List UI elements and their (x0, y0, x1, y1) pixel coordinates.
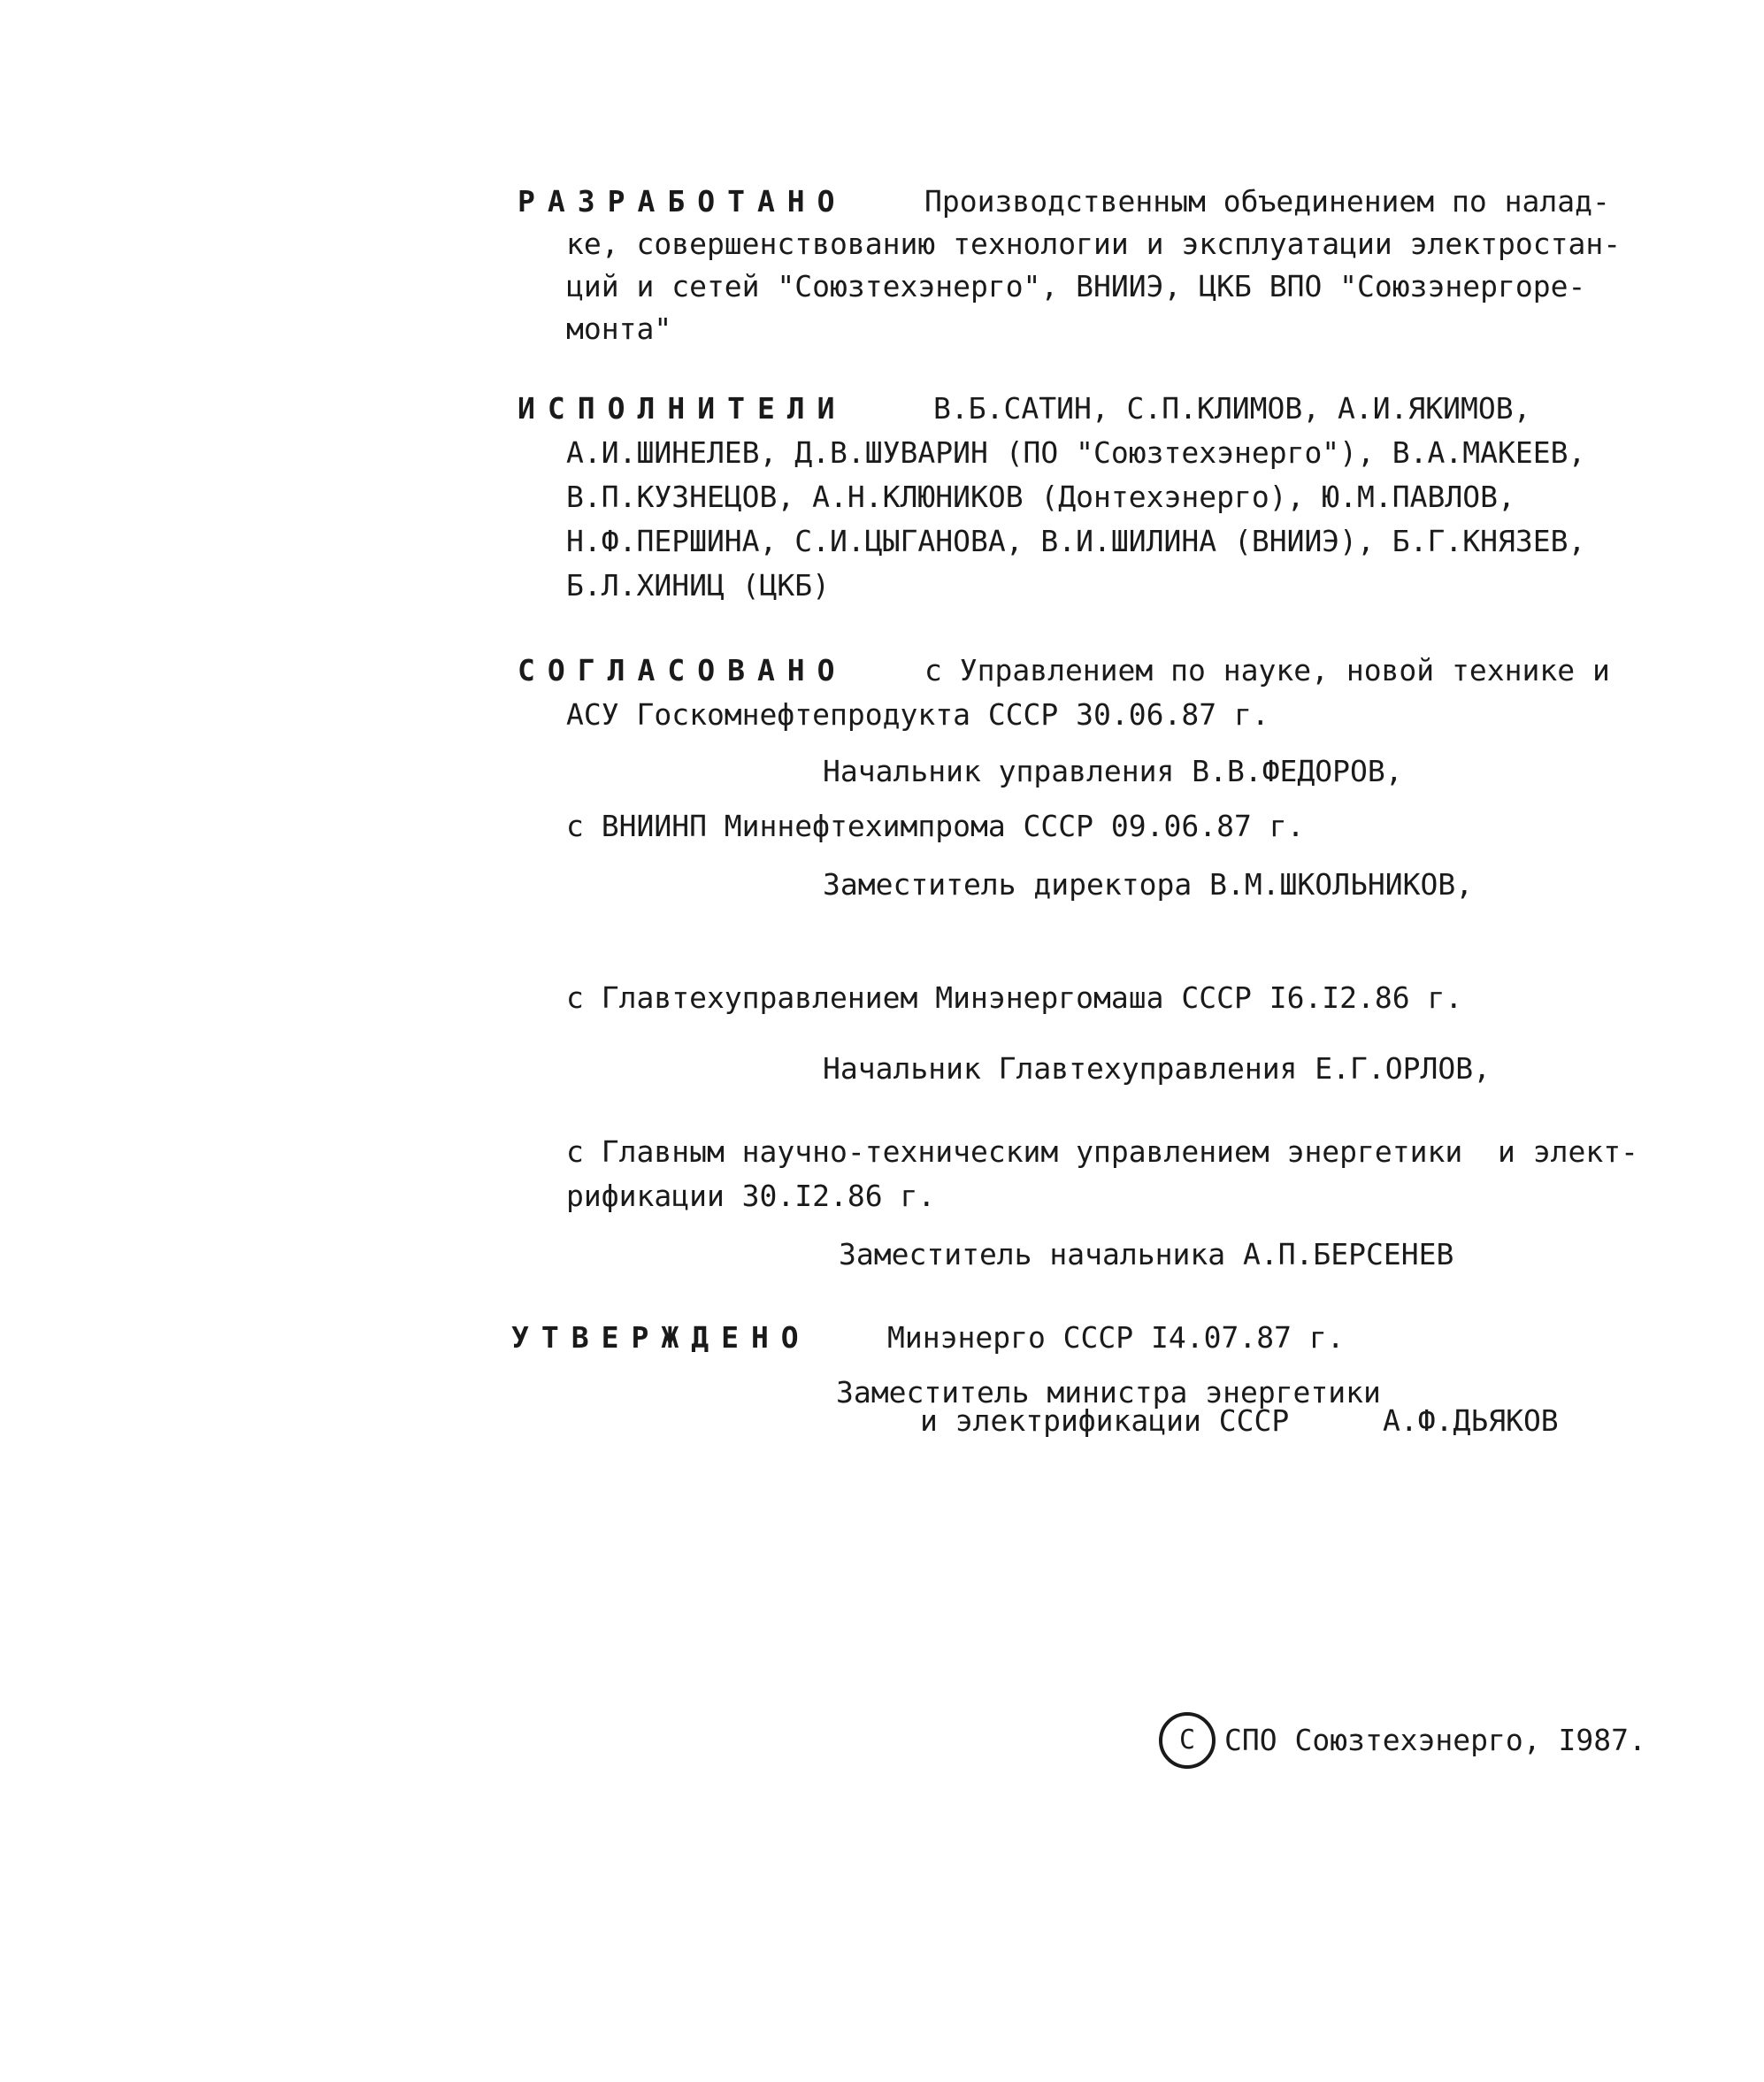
agreed-line-6: рификации 30.I2.86 г. (566, 1179, 936, 1213)
approved-line-1: Минэнерго СССР I4.07.87 г. (887, 1320, 1345, 1355)
developed-heading: РАЗРАБОТАНО (518, 184, 847, 219)
agreed-line-2: АСУ Госкомнефтепродукта СССР 30.06.87 г. (566, 697, 1269, 732)
approved-signer-title-1: Заместитель министра энергетики (836, 1375, 1381, 1410)
agreed-signer-2: Заместитель директора В.М.ШКОЛЬНИКОВ, (823, 867, 1474, 902)
approved-signer-title-2: и электрификации СССР (920, 1403, 1290, 1438)
agreed-line-5: с Главным научно-техническим управлением энергетики и элект- (566, 1134, 1638, 1169)
copyright (1159, 1712, 1646, 1769)
developed-line-2: ке, совершенствованию технологии и эксплуатации электростан- (566, 227, 1622, 261)
agreed-line-3: с ВНИИНП Миннефтехимпрома СССР 09.06.87 г. (566, 809, 1305, 843)
developed-line-4: монта" (566, 311, 672, 346)
approved-signer-name: А.Ф.ДЬЯКОВ (1383, 1403, 1559, 1438)
performers-line-4: Н.Ф.ПЕРШИНА, С.И.ЦЫГАНОВА, В.И.ШИЛИНА (ВНИИЭ), Б.Г.КНЯЗЕВ, (566, 524, 1586, 558)
developed-line-1: Производственным объединением по налад- (924, 184, 1610, 219)
performers-line-3: В.П.КУЗНЕЦОВ, А.Н.КЛЮНИКОВ (Донтехэнерго), Ю.М.ПАВЛОВ, (566, 480, 1515, 514)
agreed-signer-3: Начальник Главтехуправления Е.Г.ОРЛОВ, (823, 1051, 1491, 1086)
copyright-icon: С (1159, 1712, 1216, 1769)
agreed-line-4: с Главтехуправлением Минэнергомаша СССР I6.I2.86 г. (566, 980, 1463, 1015)
performers-line-2: А.И.ШИНЕЛЕВ, Д.В.ШУВАРИН (ПО "Союзтехэнерго"), В.А.МАКЕЕВ, (566, 435, 1586, 470)
copyright-text: СПО Союзтехэнерго, I987. (1224, 1723, 1646, 1757)
performers-heading: ИСПОЛНИТЕЛИ (518, 391, 847, 426)
agreed-signer-1: Начальник управления В.В.ФЕДОРОВ, (823, 754, 1403, 788)
performers-line-1: В.Б.САТИН, С.П.КЛИМОВ, А.И.ЯКИМОВ, (933, 391, 1531, 426)
performers-line-5: Б.Л.ХИНИЦ (ЦКБ) (566, 568, 831, 603)
agreed-heading: СОГЛАСОВАНО (518, 653, 847, 688)
agreed-line-1: с Управлением по науке, новой технике и (924, 653, 1610, 688)
developed-line-3: ций и сетей "Союзтехэнерго", ВНИИЭ, ЦКБ ВПО "Союзэнергоре- (566, 269, 1586, 303)
agreed-signer-4: Заместитель начальника А.П.БЕРСЕНЕВ (839, 1237, 1454, 1271)
approved-heading: УТВЕРЖДЕНО (511, 1320, 811, 1355)
